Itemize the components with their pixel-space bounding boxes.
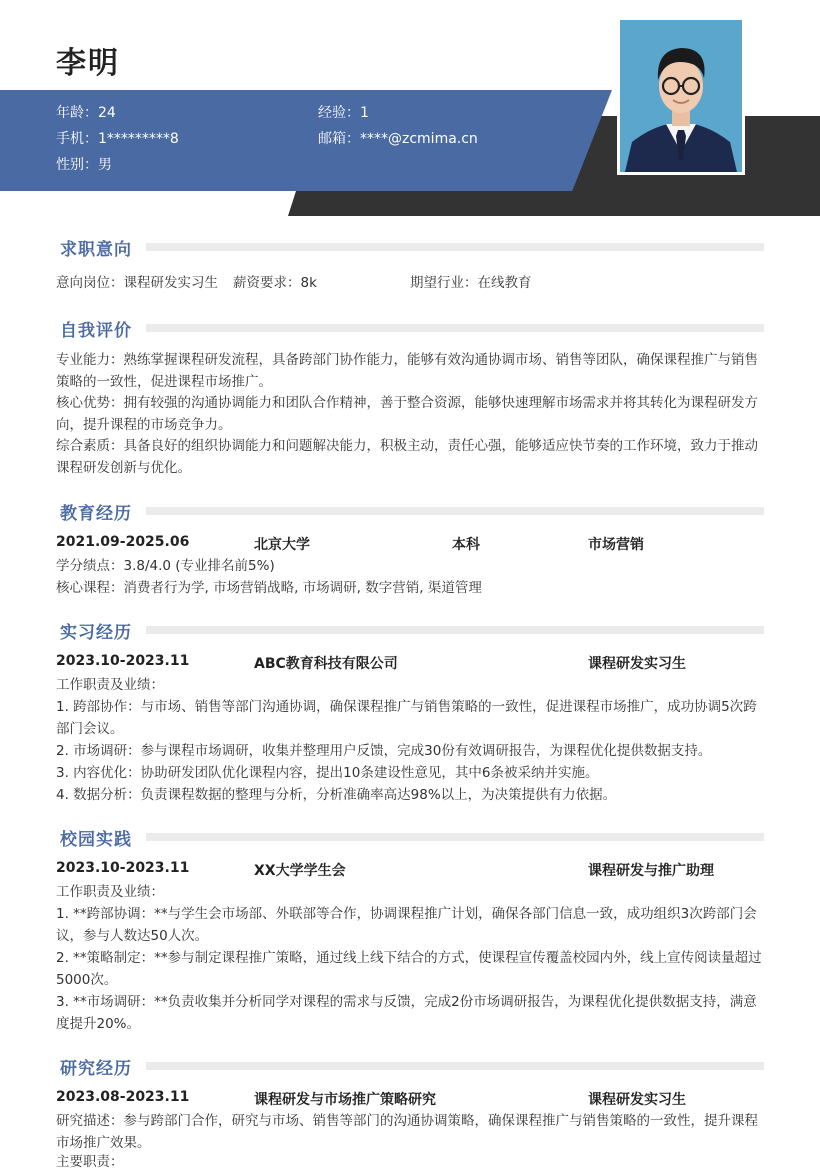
section-research-header bbox=[56, 1054, 764, 1078]
self-eval-quality: 综合素质：具备良好的组织协调能力和问题解决能力，积极主动，责任心强，能够适应快节奏的工作环境，致力于推动课程研发创新与优化。 bbox=[56, 438, 758, 476]
section-title: 实习经历 bbox=[60, 623, 132, 643]
profile-photo bbox=[617, 17, 745, 175]
section-campus-header bbox=[56, 825, 764, 849]
education-gpa: 学分绩点：3.8/4.0 (专业排名前5%) bbox=[56, 558, 275, 574]
research-responsibilities: 主要职责： bbox=[56, 1154, 124, 1170]
section-divider bbox=[146, 507, 764, 515]
internship-role: 课程研发实习生 bbox=[588, 656, 686, 672]
internship-item: 2. 市场调研：参与课程市场调研，收集并整理用户反馈，完成30份有效调研报告，为课程优化提供数据支持。 bbox=[56, 743, 712, 759]
internship-date: 2023.10-2023.11 bbox=[56, 653, 190, 669]
portrait-illustration bbox=[620, 20, 742, 172]
section-education-header bbox=[56, 499, 764, 523]
education-date: 2021.09-2025.06 bbox=[56, 534, 190, 550]
section-title: 校园实践 bbox=[60, 830, 132, 850]
research-date: 2023.08-2023.11 bbox=[56, 1089, 190, 1105]
intent-position: 意向岗位：课程研发实习生 bbox=[56, 275, 218, 291]
self-eval-professional: 专业能力：熟练掌握课程研发流程，具备跨部门协作能力，能够有效沟通协调市场、销售等团队，确保课程推广与销售策略的一致性，促进课程市场推广。 bbox=[56, 352, 758, 390]
gender-info: 性别：男 bbox=[56, 157, 112, 173]
section-self-header bbox=[56, 316, 764, 340]
campus-role: 课程研发与推广助理 bbox=[588, 863, 714, 879]
education-degree: 本科 bbox=[452, 537, 480, 553]
campus-org: XX大学学生会 bbox=[254, 863, 346, 879]
section-title: 自我评价 bbox=[60, 321, 132, 341]
section-divider bbox=[146, 243, 764, 251]
intent-industry: 期望行业：在线教育 bbox=[410, 275, 532, 291]
education-major: 市场营销 bbox=[588, 537, 644, 553]
research-project: 课程研发与市场推广策略研究 bbox=[254, 1092, 436, 1108]
experience-info: 经验：1 bbox=[318, 105, 369, 121]
section-intent-header bbox=[56, 235, 764, 259]
email-info: 邮箱：****@zcmima.cn bbox=[318, 131, 478, 147]
internship-item: 1. 跨部协作：与市场、销售等部门沟通协调，确保课程推广与销售策略的一致性，促进课程市场推广，成功协调5次跨部门会议。 bbox=[56, 699, 757, 737]
intent-salary: 薪资要求：8k bbox=[233, 275, 317, 291]
age-info: 年龄：24 bbox=[56, 105, 116, 121]
internship-item: 4. 数据分析：负责课程数据的整理与分析，分析准确率高达98%以上，为决策提供有力依据。 bbox=[56, 787, 617, 803]
campus-date: 2023.10-2023.11 bbox=[56, 860, 190, 876]
campus-item: 3. **市场调研：**负责收集并分析同学对课程的需求与反馈，完成2份市场调研报告，为课程优化提供数据支持，满意度提升20%。 bbox=[56, 994, 757, 1032]
section-internship-header bbox=[56, 618, 764, 642]
candidate-name: 李明 bbox=[56, 46, 120, 81]
education-courses: 核心课程：消费者行为学, 市场营销战略, 市场调研, 数字营销, 渠道管理 bbox=[56, 580, 482, 596]
campus-item: 2. **策略制定：**参与制定课程推广策略，通过线上线下结合的方式，使课程宣传覆盖校园内外，线上宣传阅读量超过5000次。 bbox=[56, 950, 762, 988]
research-description: 研究描述：参与跨部门合作，研究与市场、销售等部门的沟通协调策略，确保课程推广与销售策略的一致性，提升课程市场推广效果。 bbox=[56, 1113, 758, 1151]
campus-item: 1. **跨部协调：**与学生会市场部、外联部等合作，协调课程推广计划，确保各部门信息一致，成功组织3次跨部门会议，参与人数达50人次。 bbox=[56, 906, 757, 944]
self-eval-strength: 核心优势：拥有较强的沟通协调能力和团队合作精神，善于整合资源，能够快速理解市场需求并将其转化为课程研发方向，提升课程的市场竞争力。 bbox=[56, 395, 758, 433]
section-title: 求职意向 bbox=[60, 240, 132, 260]
internship-item: 3. 内容优化：协助研发团队优化课程内容，提出10条建设性意见，其中6条被采纳并实施。 bbox=[56, 765, 599, 781]
campus-lead: 工作职责及业绩： bbox=[56, 884, 164, 900]
section-divider bbox=[146, 324, 764, 332]
research-role: 课程研发实习生 bbox=[588, 1092, 686, 1108]
section-title: 研究经历 bbox=[60, 1059, 132, 1079]
section-divider bbox=[146, 1062, 764, 1070]
education-school: 北京大学 bbox=[254, 537, 310, 553]
section-divider bbox=[146, 833, 764, 841]
section-title: 教育经历 bbox=[60, 504, 132, 524]
internship-company: ABC教育科技有限公司 bbox=[254, 656, 398, 672]
phone-info: 手机：1*********8 bbox=[56, 131, 179, 147]
internship-lead: 工作职责及业绩： bbox=[56, 677, 164, 693]
section-divider bbox=[146, 626, 764, 634]
